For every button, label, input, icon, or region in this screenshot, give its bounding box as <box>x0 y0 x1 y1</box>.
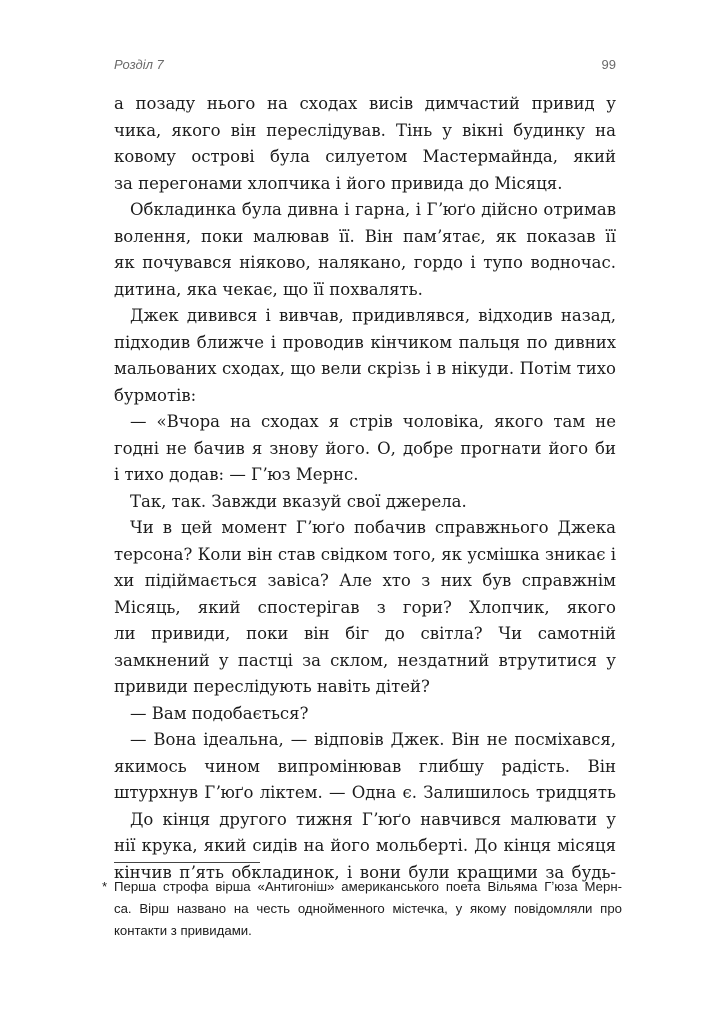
text-line: мальованих сходах, що вели скрізь і в нікуди. Потім тихо <box>114 359 616 378</box>
footnote-divider <box>114 862 260 863</box>
text-line: якимось чином випромінював глибшу радість. Він <box>114 756 616 776</box>
chapter-title: Розділ 7 <box>114 57 164 72</box>
text-line: хи підіймається завіса? Але хто з них був справжнім <box>114 571 616 590</box>
page-number: 99 <box>601 57 616 72</box>
text-line: Джек дивився і вивчав, придивлявся, відходив назад, <box>130 306 616 325</box>
footnote-text: Перша строфа вірша «Антигоніш» американського поета Вільяма Гʼюза Мерн- <box>114 879 622 894</box>
text-line: ковому острові була силуетом Мастермайнда, який <box>114 147 616 166</box>
text-line: волення, поки малював її. Він памʼятає, як показав її <box>114 226 616 246</box>
paragraph <box>114 727 616 807</box>
text-line: Обкладинка була дивна і гарна, і Гʼюґо дійсно отримав <box>130 200 616 219</box>
paragraph <box>114 303 616 409</box>
text-line: дитина, яка чекає, що її похвалять. <box>114 279 423 299</box>
text-line: кінчив пʼять обкладинок, і вони були кращими за будь- <box>114 862 616 882</box>
paragraph <box>114 701 616 728</box>
text-line: нії крука, який сидів на його мольберті. До кінця місяця <box>114 836 616 855</box>
paragraph <box>114 489 616 516</box>
text-line: Місяць, який спостерігав з гори? Хлопчик, якого <box>114 597 616 617</box>
text-line: чика, якого він переслідував. Тінь у вікні будинку на <box>114 120 616 140</box>
text-line: за перегонами хлопчика і його привида до Місяця. <box>114 173 563 193</box>
paragraph <box>114 409 616 489</box>
paragraph <box>114 807 616 887</box>
text-line: штурхнув Гʼюґо ліктем. — Одна є. Залишилось тридцять <box>114 783 616 802</box>
footnote-marker: * <box>102 879 108 894</box>
text-line: ли привиди, поки він біг до світла? Чи самотній <box>114 624 616 643</box>
body-text <box>114 91 616 886</box>
text-line: підходив ближче і проводив кінчиком пальця по дивних <box>114 332 616 352</box>
text-line: а позаду нього на сходах висів димчастий привид у <box>114 94 616 113</box>
paragraph <box>114 197 616 303</box>
text-line: і тихо додав: — Гʼюз Мернс. <box>114 465 359 484</box>
text-line: — Вам подобається? <box>130 703 309 723</box>
text-line: — «Вчора на сходах я стрів чоловіка, якого там не <box>130 412 616 431</box>
footnote-line: са. Вірш названо на честь однойменного містечка, у якому повідомляли про <box>114 901 622 916</box>
footnote-line <box>102 876 622 898</box>
paragraph <box>114 515 616 701</box>
text-line: До кінця другого тижня Гʼюґо навчився малювати у <box>130 809 616 829</box>
text-line: бурмотів: <box>114 385 197 405</box>
text-line: привиди переслідують навіть дітей? <box>114 677 430 696</box>
paragraph <box>114 91 616 197</box>
footnote <box>102 876 622 942</box>
text-line: як почувався ніяково, налякано, гордо і тупо водночас. <box>114 253 616 272</box>
text-line: Чи в цей момент Гʼюґо побачив справжнього Джека <box>130 518 616 537</box>
text-line: терсона? Коли він став свідком того, як усмішка зникає і <box>114 544 616 564</box>
text-line: годні не бачив я знову його. О, добре прогнати його би <box>114 438 616 458</box>
text-line: — Вона ідеальна, — відповів Джек. Він не посміхався, <box>130 730 616 749</box>
footnote-line: контакти з привидами. <box>114 923 252 938</box>
text-line: Так, так. Завжди вказуй свої джерела. <box>130 491 467 511</box>
text-line: замкнений у пастці за склом, нездатний втрутитися у <box>114 650 616 670</box>
